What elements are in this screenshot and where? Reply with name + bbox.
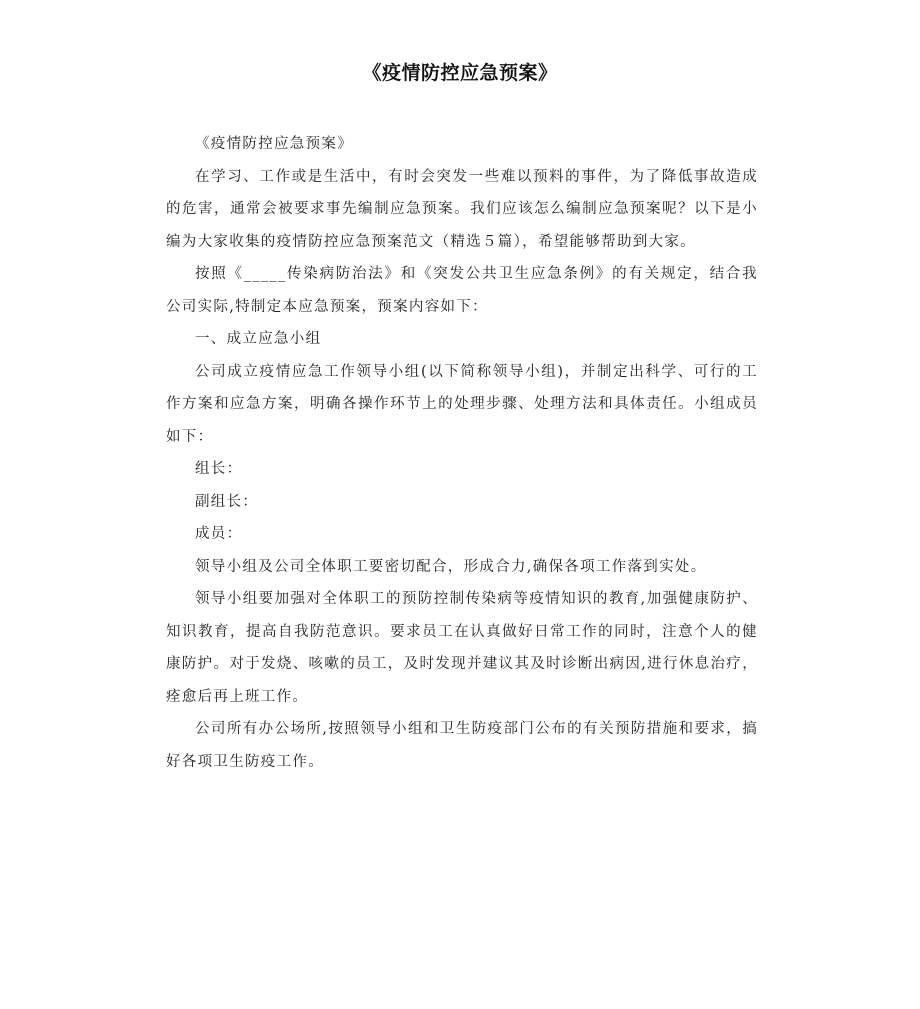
deputy-leader-line: 副组长： <box>195 493 259 510</box>
document-body <box>166 128 758 778</box>
paragraph-health-education: 领导小组要加强对全体职工的预防控制传染病等疫情知识的教育,加强健康防护、知识教育，提高自我防范意识。要求员工在认真做好日常工作的同时，注意个人的健康防护。对于发烧、咳嗽的员工，及时发现并建议其及时诊断出病因,进行休息治疗，痊愈后再上班工作。 <box>166 591 758 705</box>
document-title: 《疫情防控应急预案》 <box>362 62 558 84</box>
paragraph-cooperation: 领导小组及公司全体职工要密切配合，形成合力,确保各项工作落到实处。 <box>195 558 707 575</box>
paragraph-group-setup: 公司成立疫情应急工作领导小组(以下简称领导小组)，并制定出科学、可行的工作方案和应急方案，明确各操作环节上的处理步骤、处理方法和具体责任。小组成员如下： <box>166 363 758 445</box>
paragraph-office-hygiene: 公司所有办公场所,按照领导小组和卫生防疫部门公布的有关预防措施和要求，搞好各项卫生防疫工作。 <box>166 721 758 770</box>
section-heading-emergency-group: 一、成立应急小组 <box>195 331 322 347</box>
paragraph-intro: 在学习、工作或是生活中，有时会突发一些难以预料的事件，为了降低事故造成的危害，通常会被要求事先编制应急预案。我们应该怎么编制应急预案呢？以下是小编为大家收集的疫情防控应急预案范文（精选５篇），希望能够帮助到大家。 <box>166 168 758 250</box>
group-leader-line: 组长： <box>195 461 243 477</box>
paragraph-legal-basis: 按照《_____传染病防治法》和《突发公共卫生应急条例》的有关规定，结合我公司实际,特制定本应急预案，预案内容如下： <box>166 266 758 315</box>
members-line: 成员： <box>195 526 243 542</box>
paragraph-heading-repeat: 《疫情防控应急预案》 <box>195 136 353 152</box>
